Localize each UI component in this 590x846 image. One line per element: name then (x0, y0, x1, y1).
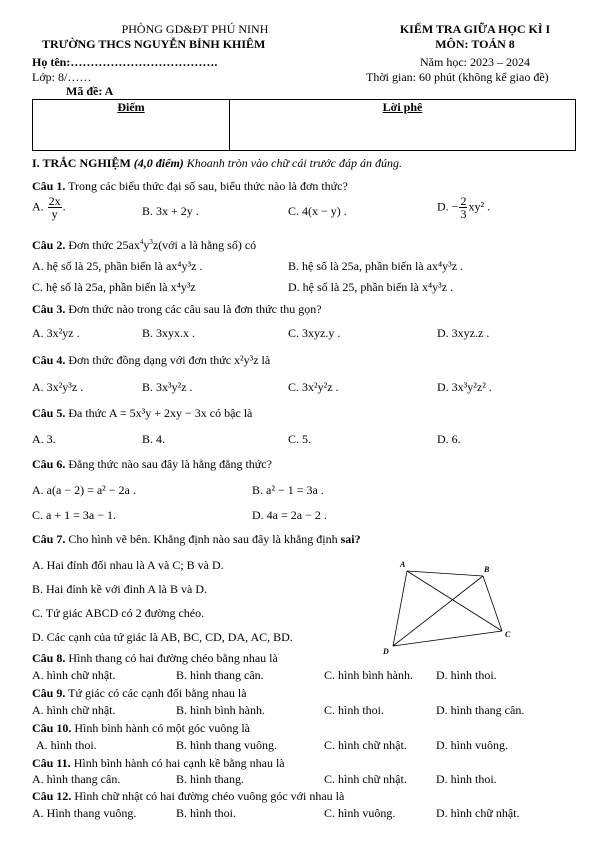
q1-option-c[interactable]: C. 4(x − y) . (288, 204, 347, 218)
subject: MÔN: TOÁN 8 (435, 37, 515, 51)
question-1 (32, 179, 348, 193)
q5-option-d[interactable]: D. 6. (437, 432, 461, 446)
q6-option-a[interactable]: A. a(a − 2) = a² − 2a . (32, 483, 136, 497)
vertex-label-d: D (383, 647, 389, 656)
q8-option-c[interactable]: C. hình bình hành. (324, 668, 413, 682)
question-number: Câu 1. (32, 179, 66, 193)
question-number: Câu 7. (32, 532, 66, 546)
q12-option-a[interactable]: A. Hình thang vuông. (32, 806, 137, 820)
q2-option-c[interactable]: C. hệ số là 25a, phần biến là x⁴y³z (32, 280, 196, 294)
q9-option-d[interactable]: D. hình thang cân. (436, 703, 525, 717)
quadrilateral-figure (380, 560, 520, 660)
q1-option-d[interactable] (437, 195, 490, 220)
vertex-label-c: C (505, 630, 511, 639)
question-4 (32, 353, 270, 367)
exam-title: KIỂM TRA GIỮA HỌC KÌ I (399, 22, 551, 36)
question-text: Đẳng thức nào sau đây là hằng đẳng thức? (68, 457, 272, 471)
q4-option-b[interactable]: B. 3x³y²z . (142, 380, 193, 394)
question-5 (32, 406, 252, 420)
q1-option-a[interactable]: A. $\frac{2x}{y}$ . (32, 194, 66, 221)
question-number: Câu 12. (32, 789, 72, 803)
q7-option-a[interactable]: A. Hai đỉnh đối nhau là A và C; B và D. (32, 558, 224, 572)
q10-option-c[interactable]: C. hình chữ nhật. (324, 738, 407, 752)
q8-option-b[interactable]: B. hình thang cân. (176, 668, 264, 682)
question-number: Câu 5. (32, 406, 66, 420)
edge-ab (407, 571, 483, 576)
q9-option-b[interactable]: B. hình bình hành. (176, 703, 265, 717)
q9-option-a[interactable]: A. hình chữ nhật. (32, 703, 116, 717)
question-number: Câu 6. (32, 457, 66, 471)
q7-option-d[interactable]: D. Các cạnh của tứ giác là AB, BC, CD, DA, AC, BD. (32, 630, 293, 644)
question-11 (32, 756, 285, 770)
question-6 (32, 457, 272, 471)
question-10 (32, 721, 250, 735)
school-year: Năm học: 2023 – 2024 (420, 55, 530, 69)
student-name-field[interactable]: Họ tên:………………………………. (32, 55, 218, 69)
score-label: Điểm (117, 100, 145, 114)
q5-option-c[interactable]: C. 5. (288, 432, 312, 446)
q4-option-d[interactable]: D. 3x³y²z² . (437, 380, 492, 394)
q3-option-d[interactable]: D. 3xyz.z . (437, 326, 490, 340)
score-cell[interactable] (33, 100, 230, 151)
q11-option-d[interactable]: D. hình thoi. (436, 772, 497, 786)
vertex-label-a: A (400, 560, 406, 569)
edge-da (393, 571, 407, 646)
question-text: Cho hình vẽ bên. Khẳng định nào sau đây là khẳng định (68, 532, 338, 546)
question-emphasis: sai? (340, 532, 361, 546)
q2-option-a[interactable]: A. hệ số là 25, phần biến là ax⁴y³z . (32, 259, 203, 273)
q10-option-d[interactable]: D. hình vuông. (436, 738, 508, 752)
exam-duration: Thời gian: 60 phút (không kể giao đề) (366, 70, 549, 84)
section-title: I. TRẮC NGHIỆM (32, 156, 131, 170)
question-8 (32, 651, 278, 665)
exam-code: Mã đề: A (66, 84, 114, 98)
comment-label: Lời phê (382, 100, 423, 114)
q5-option-b[interactable]: B. 4. (142, 432, 166, 446)
q3-option-a[interactable]: A. 3x²yz . (32, 326, 80, 340)
question-text: Trong các biểu thức đại số sau, biểu thức nào là đơn thức? (68, 179, 348, 193)
option-letter: A. (32, 199, 44, 214)
question-number: Câu 8. (32, 651, 66, 665)
option-tail: xy² . (468, 199, 491, 214)
comment-cell[interactable] (230, 100, 576, 151)
q6-option-b[interactable]: B. a² − 1 = 3a . (252, 483, 324, 497)
q4-option-c[interactable]: C. 3x²y²z . (288, 380, 339, 394)
question-number: Câu 9. (32, 686, 66, 700)
question-9 (32, 686, 247, 700)
q8-option-d[interactable]: D. hình thoi. (436, 668, 497, 682)
question-number: Câu 11. (32, 756, 71, 770)
question-2 (32, 238, 256, 252)
question-number: Câu 2. (32, 238, 66, 252)
q11-option-a[interactable]: A. hình thang cân. (32, 772, 121, 786)
q2-option-d[interactable]: D. hệ số là 25, phần biến là x⁴y³z . (288, 280, 454, 294)
fraction: $\frac{2x}{y}$ (48, 194, 61, 221)
question-text: Tứ giác có các cạnh đối bằng nhau là (68, 686, 247, 700)
q1-option-b[interactable]: B. 3x + 2y . (142, 204, 199, 218)
question-text: Hình chữ nhật có hai đường chéo vuông góc với nhau là (74, 789, 345, 803)
question-7 (32, 532, 361, 546)
q7-option-c[interactable]: C. Tứ giác ABCD có 2 đường chéo. (32, 606, 205, 620)
section-instruction: Khoanh tròn vào chữ cái trước đáp án đúng. (186, 156, 402, 170)
score-table (32, 99, 576, 151)
question-number: Câu 10. (32, 721, 72, 735)
option-letter: D. − (437, 199, 459, 214)
question-12 (32, 789, 344, 803)
diagonal-ac (407, 571, 502, 631)
question-text: Hình thang có hai đường chéo bằng nhau là (68, 651, 278, 665)
q12-option-c[interactable]: C. hình vuông. (324, 806, 396, 820)
question-number: Câu 4. (32, 353, 66, 367)
q7-option-b[interactable]: B. Hai đỉnh kề với đỉnh A là B và D. (32, 582, 208, 596)
question-3 (32, 302, 322, 316)
question-number: Câu 3. (32, 302, 66, 316)
q5-option-a[interactable]: A. 3. (32, 432, 56, 446)
fraction: $\frac{2}{3}$ (460, 194, 467, 221)
question-text: Đa thức A = 5x³y + 2xy − 3x có bậc là (68, 406, 253, 420)
question-text: Hình bình hành có hai cạnh kề bằng nhau là (73, 756, 285, 770)
q12-option-d[interactable]: D. hình chữ nhật. (436, 806, 520, 820)
question-text: Đơn thức đồng dạng với đơn thức x²y³z là (68, 353, 271, 367)
q6-option-d[interactable]: D. 4a = 2a − 2 . (252, 508, 327, 522)
q10-option-b[interactable]: B. hình thang vuông. (176, 738, 277, 752)
q6-option-c[interactable]: C. a + 1 = 3a − 1. (32, 508, 116, 522)
q11-option-b[interactable]: B. hình thang. (176, 772, 244, 786)
q12-option-b[interactable]: B. hình thoi. (176, 806, 237, 820)
q3-option-c[interactable]: C. 3xyz.y . (288, 326, 341, 340)
q9-option-c[interactable]: C. hình thoi. (324, 703, 385, 717)
department-name: PHÒNG GD&ĐT PHÚ NINH (121, 22, 269, 36)
class-field[interactable]: Lớp: 8/…… (32, 70, 92, 84)
q3-option-b[interactable]: B. 3xyx.x . (142, 326, 196, 340)
vertex-label-b: B (484, 565, 490, 574)
edge-bc (483, 576, 502, 631)
question-text: Đơn thức nào trong các câu sau là đơn thức thu gọn? (68, 302, 322, 316)
q2-option-b[interactable]: B. hệ số là 25a, phần biến là ax⁴y³z . (288, 259, 464, 273)
q10-option-a[interactable]: A. hình thoi. (36, 738, 97, 752)
question-text: Hình bình hành có một góc vuông là (74, 721, 250, 735)
question-text: Đơn thức $25ax^4y^3z(với$ a là hằng số) có (68, 238, 257, 252)
school-name: TRƯỜNG THCS NGUYỄN BỈNH KHIÊM (42, 37, 266, 51)
section-heading (32, 156, 402, 170)
q8-option-a[interactable]: A. hình chữ nhật. (32, 668, 116, 682)
q11-option-c[interactable]: C. hình chữ nhật. (324, 772, 407, 786)
q4-option-a[interactable]: A. 3x²y³z . (32, 380, 84, 394)
section-points: (4,0 điểm) (133, 156, 184, 170)
